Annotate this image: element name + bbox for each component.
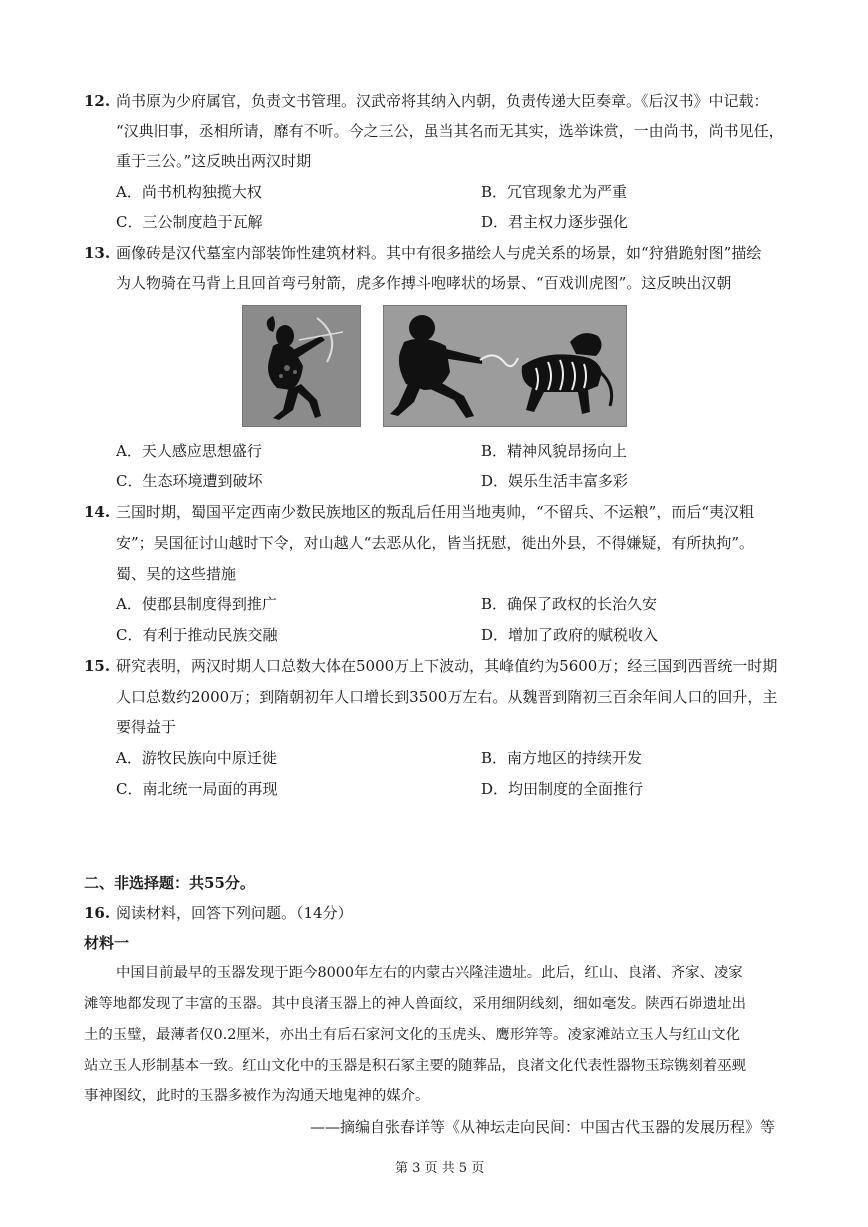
question-number: 13. bbox=[84, 244, 111, 262]
question-text: 人口总数约2000万；到隋朝初年人口增长到3500万左右。从魏晋到隋初三百余年间人口的回升，主 bbox=[116, 688, 778, 706]
option-a: A．使郡县制度得到推广 bbox=[116, 595, 277, 613]
section-heading: 二、非选择题：共55分。 bbox=[84, 874, 255, 892]
option-b: B．南方地区的持续开发 bbox=[481, 749, 643, 767]
material-source: ——摘编自张春详等《从神坛走向民间：中国古代玉器的发展历程》等 bbox=[310, 1118, 776, 1136]
question-text: 为人物骑在马背上且回首弯弓射箭，虎多作搏斗咆哮状的场景、“百戏训虎图”。这反映出汉朝 bbox=[116, 274, 732, 292]
material-text: 土的玉璧，最薄者仅0.2厘米，亦出土有后石家河文化的玉虎头、鹰形笄等。凌家滩站立玉人与红山文化 bbox=[84, 1027, 741, 1043]
question-text: 三国时期，蜀国平定西南少数民族地区的叛乱后任用当地夷帅，“不留兵、不运粮”，而后“夷汉粗 bbox=[116, 503, 755, 521]
question-text: “汉典旧事，丞相所请，靡有不听。今之三公，虽当其名而无其实，选举诛赏，一由尚书，尚书见任， bbox=[116, 122, 784, 140]
material-text: 中国目前最早的玉器发现于距今8000年左右的内蒙古兴隆洼遗址。此后，红山、良渚、齐家、凌家 bbox=[116, 965, 743, 981]
material-text: 站立玉人形制基本一致。红山文化中的玉器是积石冢主要的随葬品，良渚文化代表性器物玉琮镌刻着巫觋 bbox=[84, 1058, 746, 1074]
question-number: 16. bbox=[84, 904, 111, 922]
question-number: 15. bbox=[84, 657, 111, 675]
option-b: B．确保了政权的长治久安 bbox=[481, 595, 658, 613]
material-title: 材料一 bbox=[84, 934, 130, 952]
option-c: C．有利于推动民族交融 bbox=[116, 626, 278, 644]
question-text: 研究表明，两汉时期人口总数大体在5000万上下波动，其峰值约为5600万；经三国到西晋统一时期 bbox=[116, 657, 778, 675]
question-number: 12. bbox=[84, 92, 111, 110]
question-number: 14. bbox=[84, 503, 111, 521]
material-text: 滩等地都发现了丰富的玉器。其中良渚玉器上的神人兽面纹，采用细阴线刻，细如毫发。陕西石峁遗址出 bbox=[84, 996, 746, 1012]
option-d: D．娱乐生活丰富多彩 bbox=[481, 472, 629, 490]
option-c: C．生态环境遭到破坏 bbox=[116, 472, 263, 490]
question-text: 画像砖是汉代墓室内部装饰性建筑材料。其中有很多描绘人与虎关系的场景，如“狩猎跪射图”描绘 bbox=[116, 244, 762, 262]
page-footer: 第 3 页 共 5 页 bbox=[395, 1161, 485, 1176]
material-text: 事神图纹，此时的玉器多被作为沟通天地鬼神的媒介。 bbox=[84, 1088, 430, 1104]
question-text: 安”；吴国征讨山越时下令，对山越人“去恶从化，皆当抚慰，徙出外县，不得嫌疑，有所执拘”。 bbox=[116, 534, 755, 552]
option-d: D．均田制度的全面推行 bbox=[481, 780, 644, 798]
option-c: C．三公制度趋于瓦解 bbox=[116, 213, 263, 231]
option-a: A．尚书机构独揽大权 bbox=[116, 183, 262, 201]
question-text: 阅读材料，回答下列问题。（14分） bbox=[116, 904, 353, 922]
option-d: D．君主权力逐步强化 bbox=[481, 213, 629, 231]
option-b: B．精神风貌昂扬向上 bbox=[481, 442, 628, 460]
option-b: B．冗官现象尤为严重 bbox=[481, 183, 628, 201]
question-text: 尚书原为少府属官，负责文书管理。汉武帝将其纳入内朝，负责传递大臣奏章。《后汉书》中记载： bbox=[116, 92, 769, 110]
option-c: C．南北统一局面的再现 bbox=[116, 780, 278, 798]
tiger-training-rubbing-image bbox=[383, 305, 627, 427]
option-a: A．游牧民族向中原迁徙 bbox=[116, 749, 277, 767]
question-text: 重于三公。”这反映出两汉时期 bbox=[116, 152, 312, 170]
archer-rubbing-image bbox=[242, 305, 361, 427]
question-text: 蜀、吴的这些措施 bbox=[116, 565, 237, 583]
question-text: 要得益于 bbox=[116, 718, 177, 736]
option-d: D．增加了政府的赋税收入 bbox=[481, 626, 659, 644]
option-a: A．天人感应思想盛行 bbox=[116, 442, 262, 460]
